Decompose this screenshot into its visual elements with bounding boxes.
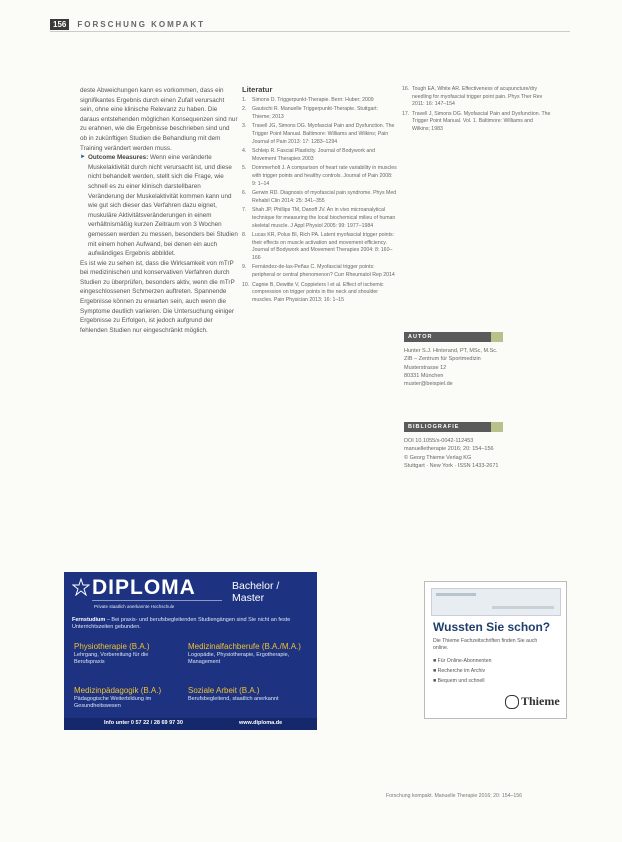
reference-item — [242, 106, 397, 121]
section-title: FORSCHUNG KOMPAKT — [77, 19, 205, 29]
bibliography-details — [404, 437, 552, 470]
author-box — [404, 332, 552, 388]
bibliography-line: © Georg Thieme Verlag KG — [404, 454, 472, 461]
reference-number: 10. — [242, 281, 250, 288]
page-header — [50, 18, 205, 30]
author-line: 80331 München — [404, 372, 444, 379]
reference-text: Simons D. Triggerpunkt-Therapie. Bern: Huber; 2009 — [252, 96, 374, 103]
program-title: Medizinalfachberufe (B.A./M.A.) — [188, 642, 301, 651]
reference-list — [242, 97, 397, 305]
reference-number: 16. — [402, 86, 410, 92]
author-line: ZIB – Zentrum für Sportmedizin — [404, 356, 481, 363]
diploma-intro — [72, 617, 308, 631]
bullet-icon: ► — [80, 154, 86, 161]
author-label: AUTOR — [408, 334, 433, 340]
reference-item — [242, 282, 397, 305]
reference-number: 1. — [242, 96, 247, 103]
reference-number: 6. — [242, 190, 247, 197]
box-accent — [491, 422, 503, 432]
reference-item — [242, 264, 397, 279]
reference-item — [402, 111, 552, 134]
thieme-bullet: ■ Recherche im Archiv — [433, 668, 486, 674]
reference-item — [242, 207, 397, 230]
reference-text: Gautschi R. Manuelle Triggerpunkt-Therapie. Stuttgart: Thieme; 2013 — [252, 106, 379, 120]
program-text: Logopädie, Physiotherapie, Ergotherapie, Management — [188, 652, 290, 665]
reference-text: Lucas KR, Polus BI, Rich PA. Latent myofascial trigger points: their effects on muscle activation and movement efficiency. Journal of Bodywork and Movement Therapies 2004: 8: 160–166 — [252, 232, 395, 261]
diploma-phone: Info unter 0 57 22 / 28 69 97 30 — [104, 720, 183, 726]
divider — [92, 600, 222, 601]
reference-item — [402, 86, 552, 109]
bibliography-box — [404, 422, 552, 470]
reference-text: Travell JG, Simons DG. Myofascial Pain and Dysfunction. The Trigger Point Manual. Baltimore: Williams and Wilkins; Pain Journal of Pain 2013: 17: 1283–1294 — [252, 123, 395, 145]
reference-text: Cagnie B, Dewitte V, Coppieters I et al. Effect of ischemic compression on trigger points in the neck and shoulder muscles. Pain Physician 2013: 16: 1–15 — [252, 281, 384, 303]
program-text: Berufsbegleitend, staatlich anerkannt — [188, 696, 279, 702]
author-line: Musterstrasse 12 — [404, 364, 447, 371]
thieme-logo — [505, 694, 560, 709]
star-logo-icon — [72, 578, 90, 596]
reference-text: Travell J, Simons DG. Myofascial Pain and Dysfunction. The Trigger Point Manual. Vol. 1. Baltimore: Williams and Wilkins; 1983 — [412, 110, 551, 132]
ad-screenshot-bar — [436, 593, 476, 596]
bibliography-label: BIBLIOGRAFIE — [408, 424, 460, 430]
bullet-title: Outcome Measures: — [88, 154, 149, 162]
bibliography-line: Stuttgart · New York · ISSN 1433-2671 — [404, 462, 499, 469]
reference-text: Tough EA, White AR. Effectiveness of acupuncture/dry needling for myofascial trigger point pain. Phys Ther Rev 2011: 16: 147–154 — [412, 86, 543, 108]
thieme-ad[interactable] — [424, 581, 567, 719]
reference-item — [242, 123, 397, 146]
reference-number: 4. — [242, 148, 247, 155]
thieme-headline: Wussten Sie schon? — [433, 620, 551, 634]
reference-number: 5. — [242, 165, 247, 172]
reference-number: 8. — [242, 232, 247, 239]
diploma-intro-bold: Fernstudium — [72, 617, 106, 623]
reference-text: Dommerholt J. A comparison of heart rate variability in muscles with trigger points and healthy controls. Journal of Pain 2008: 9: 1–14 — [252, 165, 397, 187]
literature-title: Literatur — [242, 85, 273, 94]
program-text: Pädagogische Weiterbildung im Gesundheitswesen — [74, 696, 152, 709]
bibliography-line: DOI 10.1055/s-0042-112453 — [404, 438, 474, 444]
bibliography-box-header — [404, 422, 503, 432]
thieme-bullet: ■ Bequem und schnell — [433, 678, 485, 684]
reference-item — [242, 148, 397, 163]
diploma-intro-text: – Bei praxis- und berufsbegleitenden Studiengängen sind Sie nicht an feste Unterrichtszeiten gebunden. — [72, 617, 291, 630]
reference-number: 9. — [242, 264, 247, 271]
intro-paragraph: deste Abweichungen kann es vorkommen, dass ein signifikantes Ergebnis durch einen Zufall verursacht sein, ohne eine klinische Relevanz zu haben. Die daraus entstehenden möglichen Konsequenzen sind nur zu erahnen, wie die Ergebnisse beschrieben sind und ob in zukünftigen Studien die Behandlung mit dem Training verändert werden muss. — [80, 87, 238, 152]
closing-paragraph: Es ist wie zu sehen ist, dass die Wirksamkeit von mTrP bei medizinischen und konservativen Verfahren durch Studien zu überprüfen, besonders aktiv, wenn die mTrP eingeschlossenen Schmerzen auftreten. Spannende Ergebnisse können zu erwarten sein, auch wenn die Symptome deutlich variieren. Die Untersuchung einiger Ergebnisse zu Erfolgen, ist jedoch aufgrund der fehlenden Studien nur eingeschränkt möglich. — [80, 259, 235, 334]
body-column — [80, 86, 238, 335]
reference-item — [242, 232, 397, 262]
page-footer: Forschung kompakt. Manuelle Therapie 2016; 20: 154–156 — [386, 793, 523, 799]
thieme-bullet-list — [433, 656, 558, 686]
reference-text: Shah JP, Phillips TM, Danoff JV. An in vivo microanalytical technique for measuring the local biochemical milieu of human skeletal muscle. J Appl Physiol 2005: 99: 1977–1984 — [252, 207, 396, 229]
reference-text: Gerwin RD. Diagnosis of myofascial pain syndrome. Phys Med Rehabil Clin 2014: 25: 341–355 — [252, 190, 397, 204]
page-number: 156 — [50, 19, 69, 30]
reference-item — [242, 97, 397, 105]
author-line: muster@beispiel.de — [404, 381, 453, 388]
thieme-bullet: ■ Für Online-Abonnenten — [433, 658, 492, 664]
reference-text: Schleip R. Fascial Plasticity. Journal of Bodywork and Movement Therapies 2003 — [252, 148, 376, 162]
reference-number: 3. — [242, 123, 247, 130]
literature-column — [242, 86, 397, 306]
literature-column-right — [402, 86, 552, 469]
bibliography-line: manuelletherapie 2016; 20: 154–156 — [404, 446, 494, 453]
diploma-tagline: Private staatlich anerkannte Hochschule — [94, 604, 175, 609]
author-details — [404, 347, 552, 388]
diploma-web-link[interactable]: www.diploma.de — [239, 720, 283, 726]
author-line: Hunter S.J. Hinterand, PT, MSc, M.Sc. — [404, 348, 498, 354]
bullet-outcome — [80, 153, 238, 259]
bullet-text: Wenn eine veränderte Muskelaktivität durch nicht verursacht ist, und diese nicht behandelt werden, stellt sich die Frage, wie schnell es zu einer klinisch darstellbaren Veränderung der Muskelaktivität kommen kann und wie gut sich dieser das Verfahren dazu eignet, muskuläre Aktivitätsveränderungen in einem verhältnismäßig kurzen Zeitraum von 3 Wochen gemessen werden zu messen, besonders bei Studien mit einem hohen Aufwand, bei denen ein auch aufwändiges Ergebnis abbildet. — [88, 154, 238, 258]
program-title: Soziale Arbeit (B.A.) — [188, 686, 260, 695]
reference-number: 17. — [402, 110, 410, 117]
reference-number: 2. — [242, 106, 247, 113]
header-divider — [50, 31, 570, 32]
diploma-brand: DIPLOMA — [92, 576, 196, 599]
box-accent — [491, 332, 503, 342]
reference-item — [242, 165, 397, 188]
thieme-emblem-icon — [505, 695, 519, 709]
reference-text: Fernández-de-las-Peñas C. Myofascial trigger points: peripheral or central phenomenon? Curr Rheumatol Rep 2014 — [252, 264, 395, 279]
reference-number: 7. — [242, 207, 247, 214]
author-box-header — [404, 332, 503, 342]
program-title: Medizinpädagogik (B.A.) — [74, 686, 162, 695]
reference-list-continued — [402, 86, 552, 134]
program-text: Lehrgang, Vorbereitung für die Berufspraxis — [74, 652, 149, 665]
thieme-logo-text: Thieme — [521, 694, 560, 708]
thieme-intro: Die Thieme Fachzeitschriften finden Sie auch online. — [433, 638, 538, 651]
diploma-ad[interactable] — [64, 572, 317, 730]
ad-screenshot-bar — [492, 606, 554, 609]
diploma-degree: Bachelor / Master — [232, 580, 280, 604]
reference-item — [242, 190, 397, 205]
ad-screenshot-image — [431, 588, 561, 616]
program-title: Physiotherapie (B.A.) — [74, 642, 150, 651]
